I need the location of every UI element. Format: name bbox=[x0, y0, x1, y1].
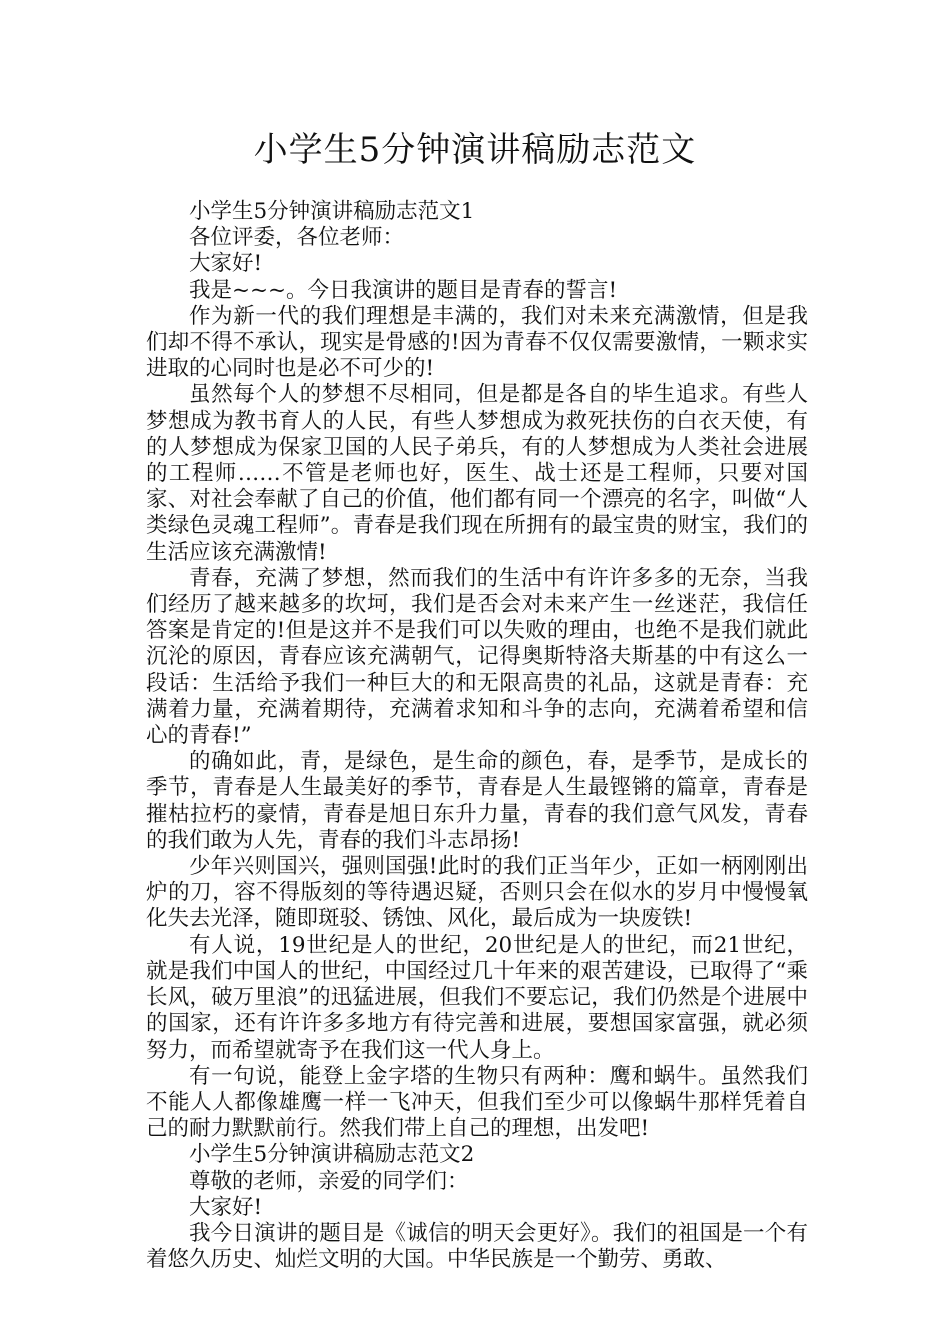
greeting: 大家好! bbox=[189, 1194, 263, 1220]
paragraph: 我是~~~。今日我演讲的题目是青春的誓言! bbox=[189, 277, 618, 303]
paragraph: 青春，充满了梦想，然而我们的生活中有许许多多的无奈，当我们经历了越来越多的坎坷，我们是否会对未来产生一丝迷茫，我信任答案是肯定的!但是这并不是我们可以失败的理由，也绝不是我们就此沉沦的原因，青春应该充满朝气，记得奥斯特洛夫斯基的中有这么一段话：生活给予我们一种巨大的和无限高贵的礼品，这就是青春：充满着力量，充满着期待，充满着求知和斗争的志向，充满着希望和信心的青春!” bbox=[146, 565, 808, 749]
salutation: 各位评委，各位老师： bbox=[189, 225, 405, 251]
paragraph: 有人说，19世纪是人的世纪，20世纪是人的世纪，而21世纪，就是我们中国人的世纪，中国经过几十年来的艰苦建设，已取得了“乘长风，破万里浪”的迅猛进展，但我们不要忘记，我们仍然是个进展中的国家，还有许许多多地方有待完善和进展，要想国家富强，就必须努力，而希望就寄予在我们这一代人身上。 bbox=[146, 932, 808, 1063]
document-body bbox=[146, 199, 808, 1273]
greeting: 大家好! bbox=[189, 251, 263, 277]
paragraph: 作为新一代的我们理想是丰满的，我们对未来充满激情，但是我们却不得不承认，现实是骨感的!因为青春不仅仅需要激情，一颗求实进取的心同时也是必不可少的! bbox=[146, 303, 808, 382]
paragraph: 的确如此，青，是绿色，是生命的颜色，春，是季节，是成长的季节，青春是人生最美好的季节，青春是人生最铿锵的篇章，青春是摧枯拉朽的豪情，青春是旭日东升力量，青春的我们意气风发，青春的我们敢为人先，青春的我们斗志昂扬! bbox=[146, 749, 808, 853]
paragraph: 虽然每个人的梦想不尽相同，但是都是各自的毕生追求。有些人梦想成为教书育人的人民，有些人梦想成为救死扶伤的白衣天使，有的人梦想成为保家卫国的人民子弟兵，有的人梦想成为人类社会进展的工程师……不管是老师也好，医生、战士还是工程师，只要对国家、对社会奉献了自己的价值，他们都有同一个漂亮的名字，叫做“人类绿色灵魂工程师”。青春是我们现在所拥有的最宝贵的财宝，我们的生活应该充满激情! bbox=[146, 382, 808, 565]
paragraph: 少年兴则国兴，强则国强!此时的我们正当年少，正如一柄刚刚出炉的刀，容不得版刻的等待遇迟疑，否则只会在似水的岁月中慢慢氧化失去光泽，随即斑驳、锈蚀、风化，最后成为一块废铁! bbox=[146, 854, 808, 932]
salutation: 尊敬的老师，亲爱的同学们： bbox=[189, 1168, 469, 1194]
paragraph: 我今日演讲的题目是《诚信的明天会更好》。我们的祖国是一个有着悠久历史、灿烂文明的大国。中华民族是一个勤劳、勇敢、 bbox=[146, 1220, 808, 1273]
document-title: 小学生5分钟演讲稿励志范文 bbox=[253, 130, 697, 170]
paragraph: 有一句说，能登上金字塔的生物只有两种：鹰和蜗牛。虽然我们不能人人都像雄鹰一样一飞冲天，但我们至少可以像蜗牛那样凭着自己的耐力默默前行。然我们带上自己的理想，出发吧! bbox=[146, 1063, 808, 1142]
section-heading-1: 小学生5分钟演讲稿励志范文1 bbox=[189, 199, 475, 224]
section-heading-2: 小学生5分钟演讲稿励志范文2 bbox=[189, 1142, 475, 1168]
